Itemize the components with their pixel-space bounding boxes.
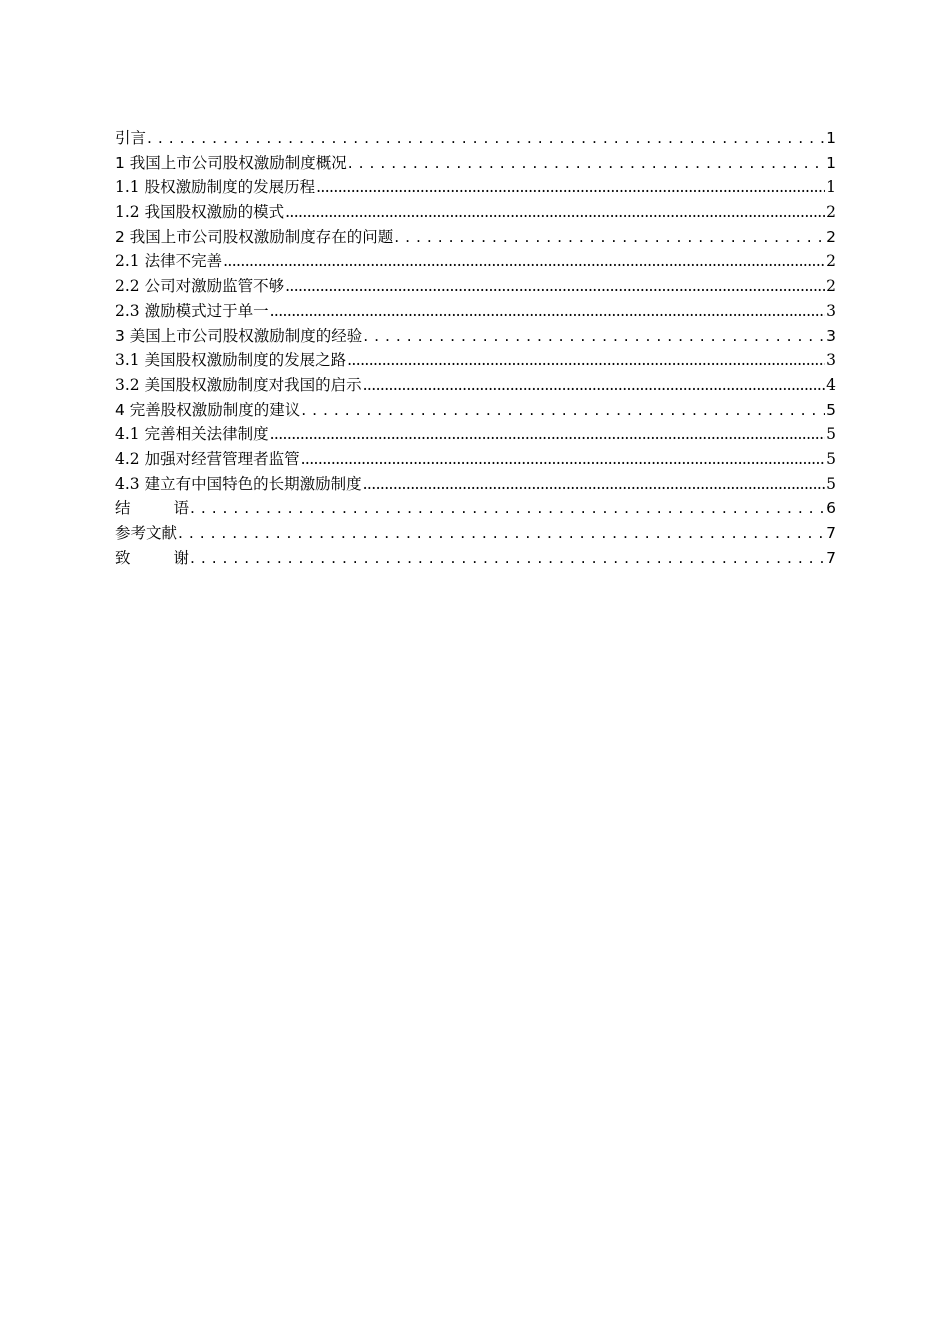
toc-entry-title: 参考文献 [115,524,178,542]
toc-page-number: 2 [826,203,836,222]
toc-title-char: 致 [115,548,131,567]
toc-entry-title: 1 我国上市公司股权激励制度概况 [115,153,347,172]
toc-entry-section-1-1[interactable] [115,175,836,200]
toc-page-number: 1 [826,178,836,197]
toc-entry-title: 4.1 完善相关法律制度 [115,425,269,444]
toc-page-number: 2 [826,277,836,296]
toc-entry-chapter-2[interactable] [115,225,836,250]
toc-page-number: 1 [826,153,836,172]
toc-page-number: 3 [826,326,836,345]
toc-entry-section-2-2[interactable] [115,274,836,299]
toc-entry-section-4-3[interactable] [115,472,836,497]
toc-page-number: 5 [826,400,836,419]
toc-dot-leader [223,249,825,274]
toc-entry-introduction[interactable] [115,126,836,151]
toc-dot-leader [348,151,825,176]
toc-entry-title: 2 我国上市公司股权激励制度存在的问题 [115,227,394,246]
toc-dot-leader [301,447,826,472]
toc-entry-title: 1.1 股权激励制度的发展历程 [115,178,316,197]
toc-entry-section-2-1[interactable] [115,249,836,274]
toc-dot-leader [301,398,825,423]
toc-entry-title: 2.2 公司对激励监管不够 [115,277,285,296]
toc-entry-chapter-3[interactable] [115,324,836,349]
toc-entry-section-1-2[interactable] [115,200,836,225]
table-of-contents [115,126,836,570]
toc-page-number: 6 [826,499,836,518]
toc-dot-leader [190,496,825,521]
toc-entry-conclusion[interactable] [115,496,836,521]
toc-dot-leader [394,225,825,250]
toc-dot-leader [363,373,826,398]
toc-dot-leader [363,324,825,349]
toc-dot-leader [363,472,826,497]
toc-entry-chapter-1[interactable] [115,151,836,176]
toc-page-number: 2 [826,252,836,271]
toc-page-number: 3 [826,301,836,320]
toc-page-number: 1 [826,129,836,147]
toc-dot-leader [190,546,825,571]
toc-dot-leader [270,299,826,324]
toc-entry-title: 引言 [115,129,147,147]
toc-entry-section-3-1[interactable] [115,348,836,373]
toc-page-number: 5 [826,449,836,468]
toc-page-number: 5 [826,474,836,493]
toc-entry-title: 3.1 美国股权激励制度的发展之路 [115,351,347,370]
toc-entry-title [115,496,189,521]
toc-dot-leader [285,274,825,299]
toc-entry-title: 4 完善股权激励制度的建议 [115,400,301,419]
toc-entry-title: 3.2 美国股权激励制度对我国的启示 [115,375,362,394]
toc-entry-acknowledgements[interactable] [115,546,836,571]
toc-entry-section-4-1[interactable] [115,422,836,447]
toc-entry-section-2-3[interactable] [115,299,836,324]
toc-dot-leader [147,126,825,151]
toc-entry-title: 3 美国上市公司股权激励制度的经验 [115,326,363,345]
toc-entry-title [115,546,189,571]
toc-entry-section-3-2[interactable] [115,373,836,398]
toc-title-char: 谢 [173,548,189,567]
toc-dot-leader [178,521,825,546]
toc-entry-title: 4.2 加强对经营管理者监管 [115,449,300,468]
toc-entry-references[interactable] [115,521,836,546]
toc-entry-title: 2.3 激励模式过于单一 [115,301,269,320]
toc-page-number: 7 [826,524,836,542]
toc-title-char: 结 [115,499,131,518]
toc-page-number: 3 [826,351,836,370]
toc-entry-title: 4.3 建立有中国特色的长期激励制度 [115,474,362,493]
toc-page-number: 4 [826,375,836,394]
toc-dot-leader [316,175,825,200]
toc-entry-section-4-2[interactable] [115,447,836,472]
toc-page-number: 2 [826,227,836,246]
toc-dot-leader [285,200,825,225]
toc-entry-title: 1.2 我国股权激励的模式 [115,203,285,222]
toc-page-number: 5 [826,425,836,444]
toc-dot-leader [347,348,825,373]
toc-page-number: 7 [826,548,836,567]
toc-dot-leader [270,422,826,447]
toc-entry-chapter-4[interactable] [115,398,836,423]
toc-entry-title: 2.1 法律不完善 [115,252,223,271]
toc-title-char: 语 [173,499,189,518]
